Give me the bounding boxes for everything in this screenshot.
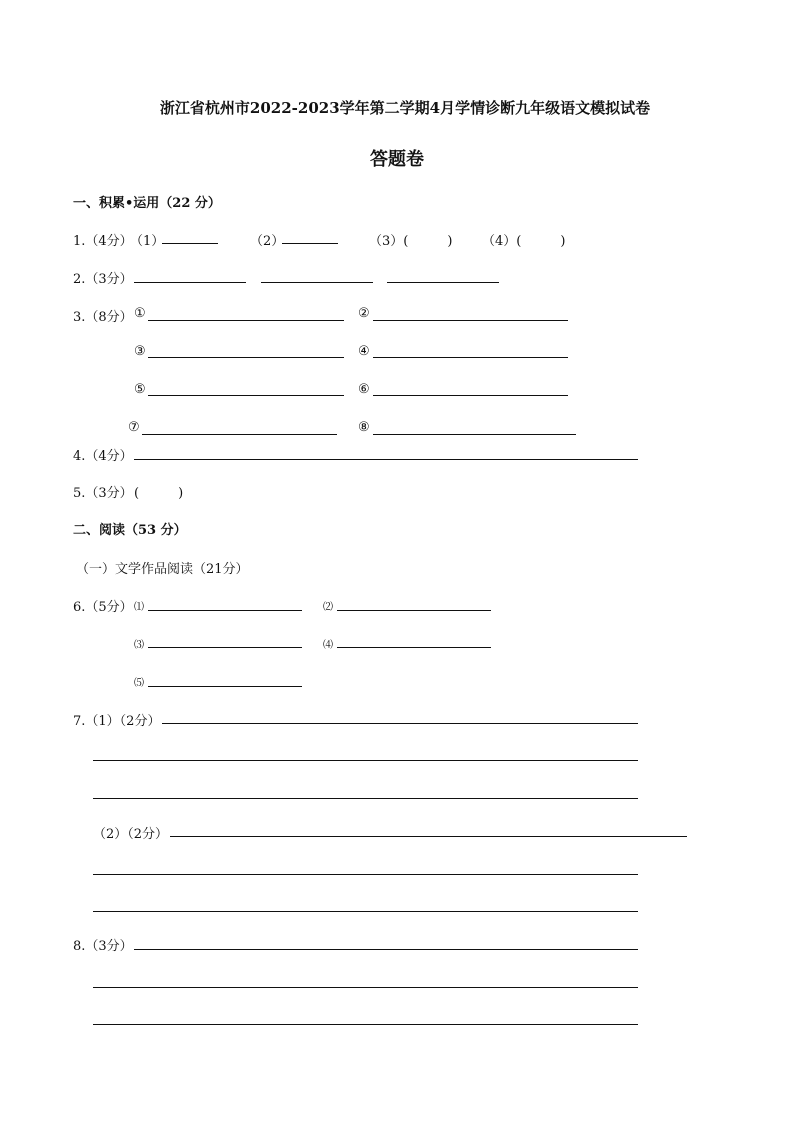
q7-sub2-label: （2）（2分）: [93, 827, 169, 842]
q3-mark-5: ⑤: [134, 382, 146, 397]
q5-choice[interactable]: ( ): [134, 486, 184, 501]
q1-label: 1.（4分）: [73, 234, 133, 249]
q7-2-blank-3[interactable]: [93, 911, 638, 912]
q6-mark-3: ⑶: [134, 640, 144, 651]
section-heading-2: 二、阅读（53 分）: [73, 523, 187, 538]
q3-blank-8[interactable]: [373, 434, 576, 435]
q6-blank-2[interactable]: [337, 610, 491, 611]
q7-1-blank-1[interactable]: [162, 723, 638, 724]
q7-2-blank-1[interactable]: [170, 836, 687, 837]
q6-mark-1: ⑴: [134, 602, 144, 613]
q8-blank-2[interactable]: [93, 987, 638, 988]
q7-1-blank-2[interactable]: [93, 760, 638, 761]
page-subtitle: 答题卷: [370, 149, 424, 170]
q1-part3-choice[interactable]: （3）( ): [369, 234, 453, 249]
q4-label: 4.（4分）: [73, 449, 133, 464]
q2-blank-2[interactable]: [261, 282, 373, 283]
q6-blank-3[interactable]: [148, 647, 302, 648]
q3-blank-4[interactable]: [373, 357, 568, 358]
q3-mark-7: ⑦: [128, 420, 140, 435]
q6-blank-4[interactable]: [337, 647, 491, 648]
q3-mark-3: ③: [134, 344, 146, 359]
q1-part2-label: （2）: [250, 234, 285, 249]
q8-blank-3[interactable]: [93, 1024, 638, 1025]
q3-mark-6: ⑥: [358, 382, 370, 397]
q8-blank-1[interactable]: [134, 949, 638, 950]
q3-blank-6[interactable]: [373, 395, 568, 396]
q4-blank[interactable]: [134, 459, 638, 460]
q3-mark-2: ②: [358, 306, 370, 321]
q1-part2-blank[interactable]: [282, 243, 338, 244]
q6-blank-5[interactable]: [148, 686, 302, 687]
q2-blank-1[interactable]: [134, 282, 246, 283]
q3-blank-7[interactable]: [142, 434, 337, 435]
q3-blank-2[interactable]: [373, 320, 568, 321]
q1-part1-label: （1）: [130, 234, 165, 249]
q3-mark-4: ④: [358, 344, 370, 359]
q8-label: 8.（3分）: [73, 939, 133, 954]
q7-2-blank-2[interactable]: [93, 874, 638, 875]
q6-label: 6.（5分）: [73, 600, 133, 615]
q1-part4-choice[interactable]: （4）( ): [482, 234, 566, 249]
q5-label: 5.（3分）: [73, 486, 133, 501]
q3-blank-1[interactable]: [148, 320, 344, 321]
q3-label: 3.（8分）: [73, 310, 133, 325]
q3-blank-5[interactable]: [148, 395, 344, 396]
q6-mark-5: ⑸: [134, 678, 144, 689]
q3-blank-3[interactable]: [148, 357, 344, 358]
q2-blank-3[interactable]: [387, 282, 499, 283]
q1-part1-blank[interactable]: [162, 243, 218, 244]
q3-mark-8: ⑧: [358, 420, 370, 435]
q3-mark-1: ①: [134, 306, 146, 321]
q7-1-blank-3[interactable]: [93, 798, 638, 799]
q2-label: 2.（3分）: [73, 272, 133, 287]
q6-mark-2: ⑵: [323, 602, 333, 613]
q7-label: 7.（1）（2分）: [73, 714, 161, 729]
section-heading-1: 一、积累•运用（22 分）: [73, 196, 221, 211]
exam-title: 浙江省杭州市2022-2023学年第二学期4月学情诊断九年级语文模拟试卷: [159, 99, 651, 117]
subsection-heading: （一）文学作品阅读（21分）: [76, 562, 249, 577]
q6-mark-4: ⑷: [323, 640, 333, 651]
q6-blank-1[interactable]: [148, 610, 302, 611]
